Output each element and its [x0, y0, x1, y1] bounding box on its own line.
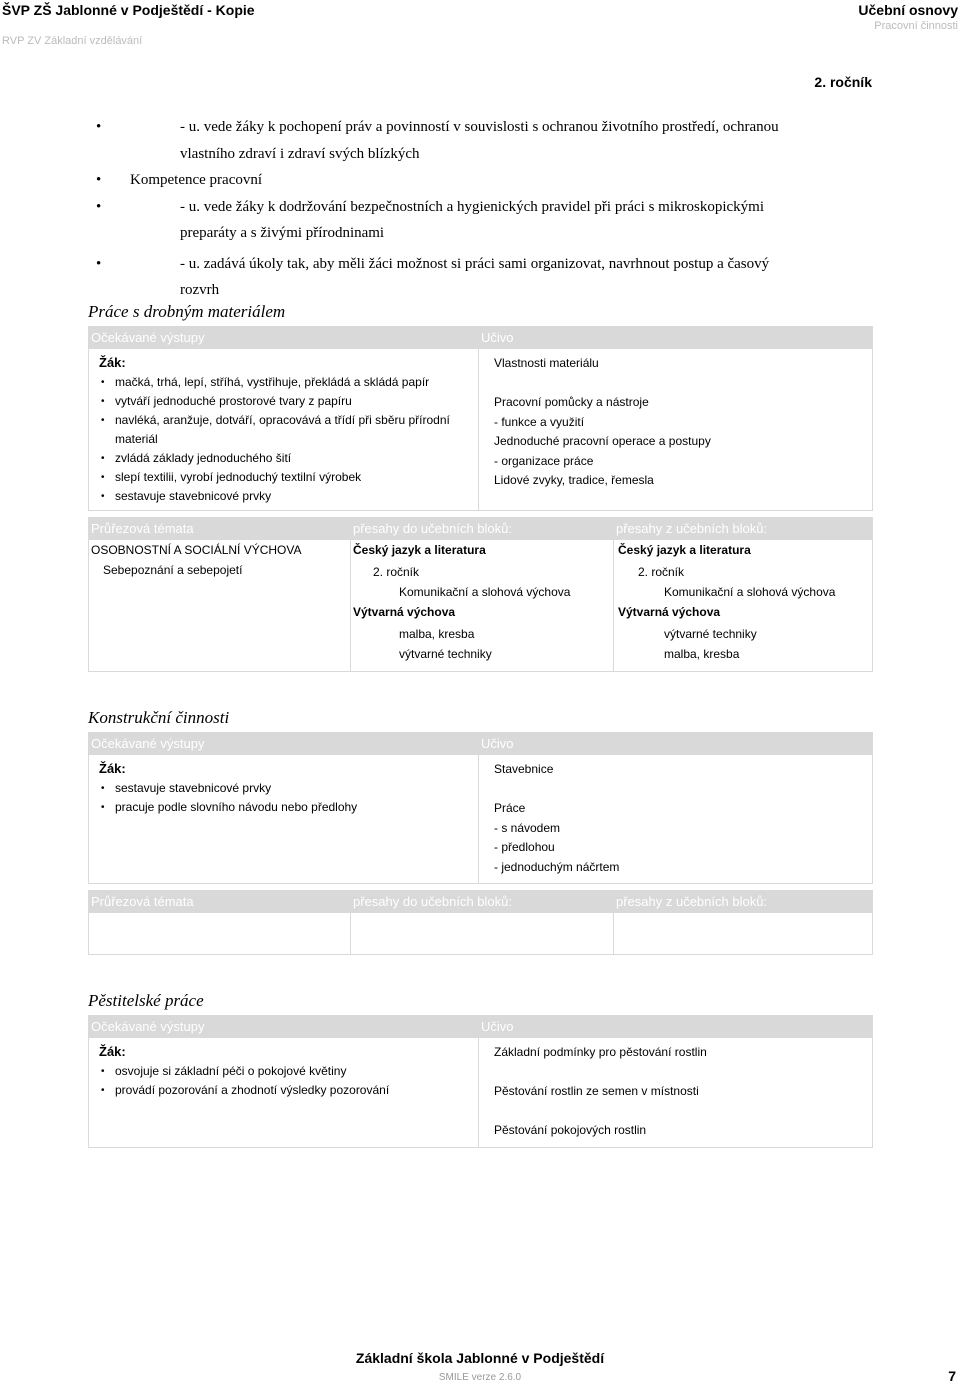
from-blocks-header: přesahy z učebních bloků:: [614, 518, 873, 540]
outputs-header: Očekávané výstupy: [89, 733, 479, 755]
list-item: Lidové zvyky, tradice, řemesla: [494, 473, 654, 487]
list-item: - organizace práce: [494, 453, 594, 468]
list-item: Pracovní pomůcky a nástroje: [494, 395, 649, 409]
section-title: Práce s drobným materiálem: [88, 302, 286, 321]
ucivo-header: Učivo: [479, 1016, 873, 1038]
outputs-table: [88, 1015, 873, 1148]
list-item: - jednoduchým náčrtem: [494, 859, 620, 874]
section-title: Konstrukční činnosti: [88, 708, 230, 727]
section-title: Pěstitelské práce: [88, 991, 204, 1010]
to-blocks-cell: Český jazyk a literatura 2. ročník Komunikační a slohová výchova Výtvarná výchova malba, kresba výtvarné techniky: [351, 540, 614, 672]
list-item: Vlastnosti materiálu: [494, 356, 599, 370]
outputs-cell: [89, 349, 479, 511]
footer-school: Základní škola Jablonné v Podještědí: [355, 1350, 605, 1366]
intro-item: • - u. vede žáky k dodržování bezpečnostních a hygienických pravidel při práci s mikroskopickými preparáty a s živými přírodninami: [110, 194, 870, 247]
outputs-header: Očekávané výstupy: [89, 327, 479, 349]
outputs-header: Očekávané výstupy: [89, 1016, 479, 1038]
list-item: Práce: [494, 801, 526, 815]
list-item: • osvojuje si základní péči o pokojové květiny: [115, 1062, 478, 1081]
outputs-cell: [89, 1038, 479, 1148]
zak-label: Žák:: [99, 355, 126, 370]
list-item: • mačká, trhá, lepí, stříhá, vystřihuje, překládá a skládá papír: [115, 373, 478, 392]
list-item: • sestavuje stavebnicové prvky: [115, 779, 478, 798]
zak-label: Žák:: [99, 1044, 126, 1059]
competence-heading: • Kompetence pracovní: [110, 167, 870, 194]
to-blocks-header: přesahy do učebních bloků:: [351, 518, 614, 540]
grade-label: 2. ročník: [814, 74, 872, 90]
outputs-table: [88, 326, 873, 511]
ucivo-cell: [479, 755, 873, 884]
list-item: Základní podmínky pro pěstování rostlin: [494, 1045, 707, 1059]
document-subtitle: RVP ZV Základní vzdělávání: [2, 35, 143, 47]
cross-topic-cell: [89, 913, 351, 955]
cross-topics-header: Průřezová témata: [89, 891, 351, 913]
section-small-materials: [88, 302, 872, 672]
list-item: - předlohou: [494, 840, 555, 854]
cross-subtopic: Sebepoznání a sebepojetí: [103, 563, 243, 577]
list-item: Jednoduché pracovní operace a postupy: [494, 434, 711, 448]
outputs-cell: [89, 755, 479, 884]
cross-topic-cell: [89, 540, 351, 672]
cross-topic: OSOBNOSTNÍ A SOCIÁLNÍ VÝCHOVA: [91, 543, 302, 557]
header-subject: Pracovní činnosti: [874, 20, 958, 32]
list-item: • slepí textilii, vyrobí jednoduchý textilní výrobek: [115, 468, 478, 487]
list-item: • zvládá základy jednoduchého šití: [115, 449, 478, 468]
list-item: • pracuje podle slovního návodu nebo předlohy: [115, 798, 478, 817]
zak-label: Žák:: [99, 761, 126, 776]
list-item: • vytváří jednoduché prostorové tvary z papíru: [115, 392, 478, 411]
list-item: Pěstování rostlin ze semen v místnosti: [494, 1084, 699, 1098]
cross-topics-header: Průřezová témata: [89, 518, 351, 540]
document-title: ŠVP ZŠ Jablonné v Podještědí - Kopie: [2, 2, 255, 18]
ucivo-header: Učivo: [479, 327, 873, 349]
section-growing: [88, 991, 872, 1148]
footer-version: SMILE verze 2.6.0: [438, 1372, 522, 1383]
to-blocks-cell: [351, 913, 614, 955]
to-blocks-header: přesahy do učebních bloků:: [351, 891, 614, 913]
ucivo-cell: [479, 349, 873, 511]
list-item: materiál: [115, 432, 158, 446]
list-item: Pěstování pokojových rostlin: [494, 1123, 647, 1137]
from-blocks-cell: Český jazyk a literatura 2. ročník Komunikační a slohová výchova Výtvarná výchova výtvarné techniky malba, kresba: [614, 540, 873, 672]
list-item: - s návodem: [494, 820, 561, 835]
section-construction: [88, 708, 872, 955]
ucivo-header: Učivo: [479, 733, 873, 755]
from-blocks-cell: [614, 913, 873, 955]
cross-table: [88, 890, 873, 955]
intro-item: • - u. zadává úkoly tak, aby měli žáci možnost si práci sami organizovat, navrhnout postup a časový rozvrh: [110, 251, 870, 304]
intro-item: • - u. vede žáky k pochopení práv a povinností v souvislosti s ochranou životního prostředí, ochranou vlastního zdraví i zdraví svých blízkých: [110, 114, 870, 167]
list-item: • sestavuje stavebnicové prvky: [115, 487, 478, 506]
page-number: 7: [948, 1368, 956, 1384]
list-item: • navléká, aranžuje, dotváří, opracovává a třídí při sběru přírodní: [115, 411, 478, 430]
header-right: [858, 2, 958, 32]
from-blocks-header: přesahy z učebních bloků:: [614, 891, 873, 913]
list-item: • provádí pozorování a zhodnotí výsledky pozorování: [115, 1081, 478, 1100]
list-item: - funkce a využití: [494, 414, 585, 429]
intro-list: [110, 114, 870, 304]
cross-table: [88, 517, 873, 672]
ucivo-cell: [479, 1038, 873, 1148]
outputs-table: [88, 732, 873, 884]
list-item: Stavebnice: [494, 762, 554, 776]
header-curriculum: Učební osnovy: [858, 2, 958, 18]
